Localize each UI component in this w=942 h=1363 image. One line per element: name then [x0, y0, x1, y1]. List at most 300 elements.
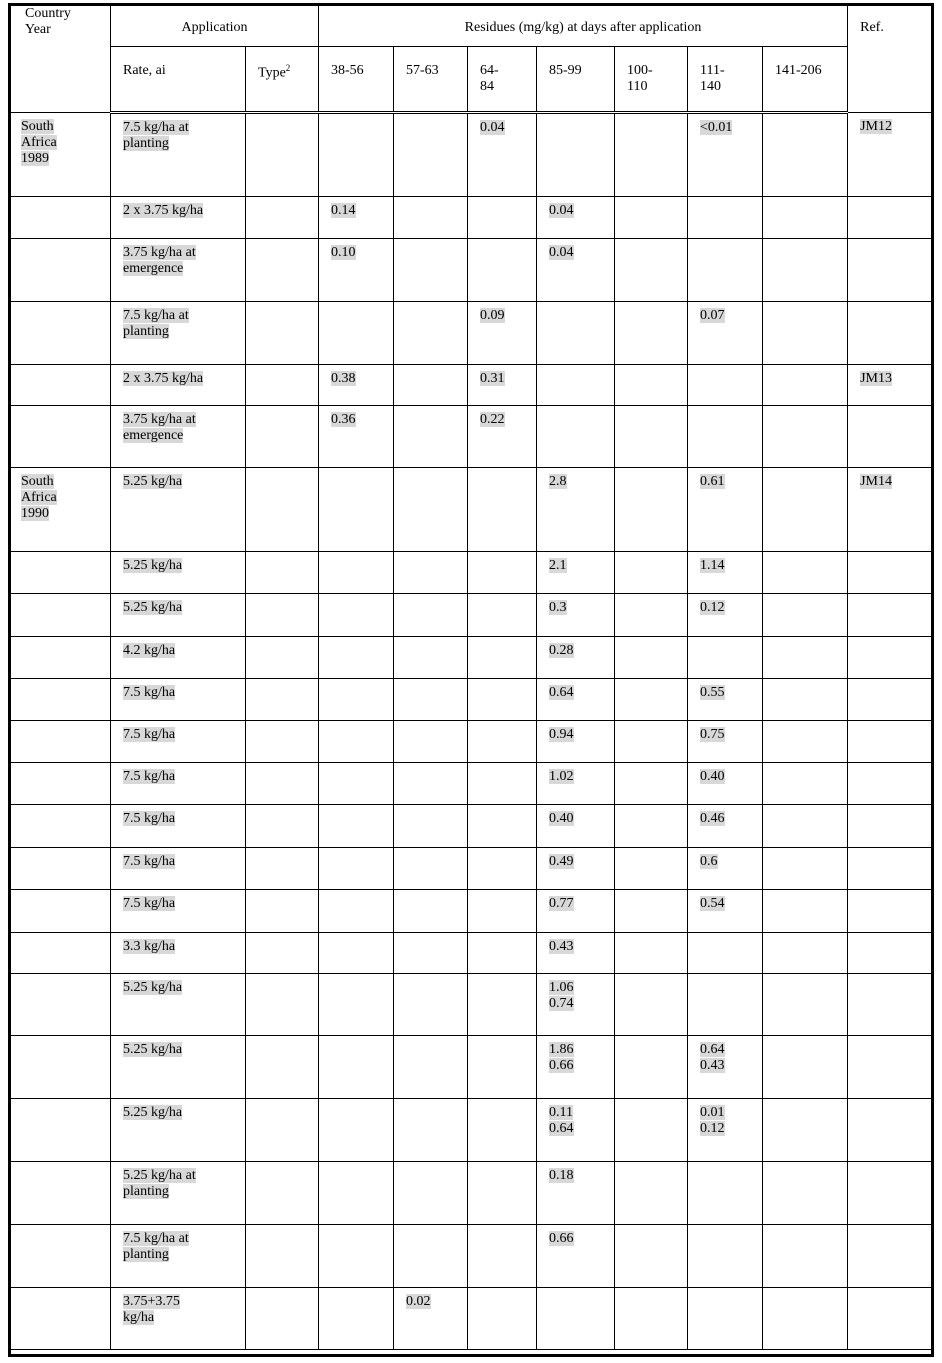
table-row: [9, 763, 934, 805]
table-row: [9, 468, 934, 552]
residue-38-56-cell: [319, 197, 394, 239]
table-row: [9, 805, 934, 848]
table-row: [9, 848, 934, 890]
cell-text: 7.5 kg/ha at: [123, 1231, 189, 1246]
residue-111-140-cell: [688, 679, 763, 721]
cell-text: kg/ha: [123, 1310, 155, 1326]
ref-cell: [848, 552, 934, 594]
residue-57-63-cell: [394, 197, 468, 239]
cell-text: Africa: [21, 490, 57, 506]
cell-text: 0.6: [700, 854, 718, 869]
cell-text: 0.49: [549, 854, 574, 869]
residue-100-110-cell: [615, 1288, 688, 1350]
residue-64-84-cell: [468, 974, 537, 1036]
cell-text: 7.5 kg/ha: [123, 854, 176, 869]
rate-cell: [111, 974, 246, 1036]
table-row: [9, 679, 934, 721]
rate-cell: [111, 197, 246, 239]
cell-text: 0.09: [480, 308, 505, 323]
residue-111-140-cell: [688, 721, 763, 763]
country-year-cell: [9, 1036, 111, 1099]
residue-100-110-cell: [615, 637, 688, 679]
cell-text: 1.06: [549, 980, 574, 995]
table-row: [9, 113, 934, 197]
residue-111-140-cell: [688, 1162, 763, 1225]
residue-38-56-cell: [319, 679, 394, 721]
country-year-cell: [9, 113, 111, 197]
residue-100-110-cell: [615, 848, 688, 890]
cell-text: 1.86: [549, 1042, 574, 1057]
country-year-cell: [9, 197, 111, 239]
country-year-cell: [9, 805, 111, 848]
residue-38-56-cell: [319, 1288, 394, 1350]
cell-text: 0.31: [480, 371, 505, 386]
residue-38-56-cell: [319, 1036, 394, 1099]
residue-57-63-cell: [394, 594, 468, 637]
rate-cell: [111, 637, 246, 679]
residue-141-206-cell: [763, 679, 848, 721]
table-row: [9, 1288, 934, 1350]
table-row: [9, 637, 934, 679]
interval-header: [319, 47, 394, 113]
interval-label: 38-56: [331, 63, 364, 78]
interval-label: 84: [480, 79, 495, 95]
type-cell: [246, 1162, 319, 1225]
country-year-header: [9, 4, 111, 113]
type-cell: [246, 1288, 319, 1350]
cell-text: 2.8: [549, 474, 567, 489]
type-cell: [246, 302, 319, 365]
cell-text: 1990: [21, 506, 49, 522]
residue-111-140-cell: [688, 763, 763, 805]
residue-85-99-cell: [537, 637, 615, 679]
residue-141-206-cell: [763, 365, 848, 406]
rate-cell: [111, 721, 246, 763]
residue-64-84-cell: [468, 805, 537, 848]
ref-cell: [848, 848, 934, 890]
type-cell: [246, 721, 319, 763]
residue-85-99-cell: [537, 302, 615, 365]
table-row: [9, 552, 934, 594]
residue-table: [8, 3, 934, 1350]
residue-141-206-cell: [763, 1036, 848, 1099]
cell-text: 0.64: [700, 1042, 725, 1057]
residue-64-84-cell: [468, 1099, 537, 1162]
rate-cell: [111, 406, 246, 468]
residue-100-110-cell: [615, 1225, 688, 1288]
cell-text: 0.3: [549, 600, 567, 615]
residue-64-84-cell: [468, 890, 537, 933]
residue-64-84-cell: [468, 1162, 537, 1225]
residue-64-84-cell: [468, 848, 537, 890]
residue-141-206-cell: [763, 406, 848, 468]
type-cell: [246, 468, 319, 552]
residue-85-99-cell: [537, 197, 615, 239]
type-cell: [246, 974, 319, 1036]
ref-cell: [848, 1225, 934, 1288]
residue-57-63-cell: [394, 974, 468, 1036]
interval-header: [615, 47, 688, 113]
rate-cell: [111, 302, 246, 365]
residue-57-63-cell: [394, 1036, 468, 1099]
table-row: [9, 302, 934, 365]
type-cell: [246, 890, 319, 933]
residue-38-56-cell: [319, 1099, 394, 1162]
ref-cell: [848, 637, 934, 679]
country-year-cell: [9, 1162, 111, 1225]
cell-text: JM14: [860, 474, 893, 489]
residue-141-206-cell: [763, 763, 848, 805]
application-header: Application: [111, 4, 319, 47]
country-year-cell: [9, 552, 111, 594]
residue-85-99-cell: [537, 406, 615, 468]
rate-cell: [111, 1225, 246, 1288]
residue-141-206-cell: [763, 239, 848, 302]
residue-57-63-cell: [394, 1162, 468, 1225]
cell-text: 0.07: [700, 308, 725, 323]
residue-141-206-cell: [763, 848, 848, 890]
residue-111-140-cell: [688, 302, 763, 365]
cell-text: 3.75 kg/ha at: [123, 245, 196, 260]
cell-text: planting: [123, 136, 169, 152]
rate-cell: [111, 679, 246, 721]
residue-38-56-cell: [319, 974, 394, 1036]
cell-text: 0.75: [700, 727, 725, 742]
type-cell: [246, 637, 319, 679]
residue-57-63-cell: [394, 365, 468, 406]
cell-text: 0.74: [549, 996, 574, 1012]
country-year-cell: [9, 974, 111, 1036]
residue-85-99-cell: [537, 1225, 615, 1288]
residue-111-140-cell: [688, 848, 763, 890]
residue-57-63-cell: [394, 1288, 468, 1350]
residue-64-84-cell: [468, 721, 537, 763]
cell-text: 0.11: [549, 1105, 573, 1120]
rate-header: Rate, ai: [111, 47, 246, 113]
country-year-cell: [9, 594, 111, 637]
residue-100-110-cell: [615, 763, 688, 805]
residue-64-84-cell: [468, 302, 537, 365]
residue-100-110-cell: [615, 239, 688, 302]
interval-header: [468, 47, 537, 113]
residue-85-99-cell: [537, 974, 615, 1036]
country-label: Country: [25, 6, 71, 21]
cell-text: 0.10: [331, 245, 356, 260]
residue-64-84-cell: [468, 406, 537, 468]
residue-141-206-cell: [763, 197, 848, 239]
cell-text: 0.55: [700, 685, 725, 700]
residue-100-110-cell: [615, 974, 688, 1036]
ref-cell: [848, 406, 934, 468]
residue-100-110-cell: [615, 594, 688, 637]
cell-text: 0.40: [549, 811, 574, 826]
residue-38-56-cell: [319, 406, 394, 468]
ref-cell: [848, 974, 934, 1036]
cell-text: 5.25 kg/ha: [123, 474, 183, 489]
interval-label: 111-: [700, 63, 725, 78]
residue-64-84-cell: [468, 594, 537, 637]
residue-141-206-cell: [763, 468, 848, 552]
cell-text: 0.02: [406, 1294, 431, 1309]
residue-57-63-cell: [394, 721, 468, 763]
cell-text: 3.75+3.75: [123, 1294, 180, 1309]
type-cell: [246, 679, 319, 721]
table-row: [9, 197, 934, 239]
residue-111-140-cell: [688, 1225, 763, 1288]
ref-cell: [848, 468, 934, 552]
residue-100-110-cell: [615, 302, 688, 365]
table-row: [9, 365, 934, 406]
country-year-cell: [9, 1225, 111, 1288]
residue-38-56-cell: [319, 302, 394, 365]
residue-100-110-cell: [615, 197, 688, 239]
residue-100-110-cell: [615, 721, 688, 763]
residue-141-206-cell: [763, 637, 848, 679]
cell-text: 1.02: [549, 769, 574, 784]
cell-text: 0.64: [549, 1121, 574, 1137]
residue-85-99-cell: [537, 239, 615, 302]
residue-141-206-cell: [763, 805, 848, 848]
residue-38-56-cell: [319, 805, 394, 848]
cell-text: 0.77: [549, 896, 574, 911]
residue-141-206-cell: [763, 933, 848, 974]
residue-38-56-cell: [319, 1162, 394, 1225]
cell-text: 2 x 3.75 kg/ha: [123, 371, 204, 386]
residue-85-99-cell: [537, 933, 615, 974]
residue-64-84-cell: [468, 1288, 537, 1350]
residue-111-140-cell: [688, 1099, 763, 1162]
residue-38-56-cell: [319, 848, 394, 890]
residue-111-140-cell: [688, 239, 763, 302]
residue-111-140-cell: [688, 805, 763, 848]
residue-85-99-cell: [537, 113, 615, 197]
residue-57-63-cell: [394, 406, 468, 468]
interval-label: 57-63: [406, 63, 439, 78]
residue-64-84-cell: [468, 763, 537, 805]
residue-111-140-cell: [688, 552, 763, 594]
table-row: [9, 933, 934, 974]
residue-100-110-cell: [615, 933, 688, 974]
residue-64-84-cell: [468, 1036, 537, 1099]
cell-text: 7.5 kg/ha at: [123, 308, 189, 323]
residue-85-99-cell: [537, 721, 615, 763]
table-row: [9, 974, 934, 1036]
table-row: [9, 890, 934, 933]
country-year-cell: [9, 406, 111, 468]
residue-64-84-cell: [468, 679, 537, 721]
residue-141-206-cell: [763, 594, 848, 637]
rate-cell: [111, 848, 246, 890]
cell-text: South: [21, 474, 54, 489]
residue-100-110-cell: [615, 113, 688, 197]
rate-cell: [111, 763, 246, 805]
ref-cell: [848, 1036, 934, 1099]
cell-text: emergence: [123, 428, 184, 444]
residue-111-140-cell: [688, 933, 763, 974]
cell-text: planting: [123, 1247, 169, 1263]
residue-38-56-cell: [319, 552, 394, 594]
type-cell: [246, 763, 319, 805]
cell-text: 1989: [21, 151, 49, 167]
cell-text: 7.5 kg/ha: [123, 685, 176, 700]
residue-38-56-cell: [319, 933, 394, 974]
cell-text: 2 x 3.75 kg/ha: [123, 203, 204, 218]
residue-100-110-cell: [615, 1036, 688, 1099]
ref-cell: [848, 365, 934, 406]
cell-text: 5.25 kg/ha: [123, 1042, 183, 1057]
country-year-cell: [9, 1288, 111, 1350]
ref-cell: [848, 933, 934, 974]
residue-100-110-cell: [615, 1162, 688, 1225]
cell-text: JM12: [860, 119, 893, 134]
type-cell: [246, 594, 319, 637]
country-year-cell: [9, 365, 111, 406]
residue-85-99-cell: [537, 1036, 615, 1099]
residue-141-206-cell: [763, 974, 848, 1036]
cell-text: JM13: [860, 371, 893, 386]
residue-57-63-cell: [394, 468, 468, 552]
cell-text: Africa: [21, 135, 57, 151]
cell-text: 2.1: [549, 558, 567, 573]
residue-38-56-cell: [319, 763, 394, 805]
type-header: [246, 47, 319, 113]
cell-text: 0.66: [549, 1058, 574, 1074]
cell-text: 5.25 kg/ha: [123, 980, 183, 995]
residue-38-56-cell: [319, 113, 394, 197]
type-cell: [246, 113, 319, 197]
ref-cell: [848, 1099, 934, 1162]
country-year-cell: [9, 890, 111, 933]
table-body: [9, 113, 934, 1350]
ref-cell: [848, 197, 934, 239]
country-year-cell: [9, 848, 111, 890]
rate-cell: [111, 890, 246, 933]
cell-text: 3.75 kg/ha at: [123, 412, 196, 427]
type-label: Type: [258, 65, 286, 81]
residue-141-206-cell: [763, 552, 848, 594]
ref-cell: [848, 805, 934, 848]
residue-38-56-cell: [319, 637, 394, 679]
residue-38-56-cell: [319, 721, 394, 763]
residue-85-99-cell: [537, 365, 615, 406]
cell-text: 0.46: [700, 811, 725, 826]
residue-141-206-cell: [763, 721, 848, 763]
residue-57-63-cell: [394, 679, 468, 721]
cell-text: 0.38: [331, 371, 356, 386]
cell-text: 0.64: [549, 685, 574, 700]
type-cell: [246, 805, 319, 848]
cell-text: 5.25 kg/ha at: [123, 1168, 196, 1183]
residue-64-84-cell: [468, 365, 537, 406]
interval-label: 64-: [480, 63, 499, 78]
country-year-lines: [25, 6, 104, 38]
residue-64-84-cell: [468, 113, 537, 197]
residue-85-99-cell: [537, 594, 615, 637]
rate-cell: [111, 468, 246, 552]
type-cell: [246, 239, 319, 302]
cell-text: 0.61: [700, 474, 725, 489]
residue-100-110-cell: [615, 406, 688, 468]
residue-64-84-cell: [468, 933, 537, 974]
residue-100-110-cell: [615, 468, 688, 552]
cell-text: 5.25 kg/ha: [123, 600, 183, 615]
country-year-cell: [9, 637, 111, 679]
residue-57-63-cell: [394, 302, 468, 365]
table-row: [9, 1099, 934, 1162]
cell-text: 0.28: [549, 643, 574, 658]
residue-111-140-cell: [688, 594, 763, 637]
cell-text: 0.04: [549, 245, 574, 260]
cell-text: 4.2 kg/ha: [123, 643, 176, 658]
cell-text: 0.04: [549, 203, 574, 218]
residue-64-84-cell: [468, 637, 537, 679]
residue-111-140-cell: [688, 406, 763, 468]
country-year-cell: [9, 302, 111, 365]
residue-111-140-cell: [688, 890, 763, 933]
residue-57-63-cell: [394, 1225, 468, 1288]
cell-text: planting: [123, 1184, 169, 1200]
country-year-cell: [9, 763, 111, 805]
cell-text: 0.12: [700, 600, 725, 615]
country-year-cell: [9, 468, 111, 552]
cell-text: 0.01: [700, 1105, 725, 1120]
residue-57-63-cell: [394, 552, 468, 594]
cell-text: 0.12: [700, 1121, 725, 1137]
ref-cell: [848, 239, 934, 302]
cell-text: 1.14: [700, 558, 725, 573]
ref-cell: [848, 113, 934, 197]
residue-100-110-cell: [615, 1099, 688, 1162]
residue-85-99-cell: [537, 1162, 615, 1225]
cell-text: 0.94: [549, 727, 574, 742]
ref-cell: [848, 302, 934, 365]
type-cell: [246, 365, 319, 406]
residue-57-63-cell: [394, 848, 468, 890]
residue-111-140-cell: [688, 197, 763, 239]
ref-cell: [848, 679, 934, 721]
residue-85-99-cell: [537, 679, 615, 721]
residue-85-99-cell: [537, 1099, 615, 1162]
residue-111-140-cell: [688, 1036, 763, 1099]
residue-100-110-cell: [615, 679, 688, 721]
residue-85-99-cell: [537, 890, 615, 933]
cell-text: planting: [123, 324, 169, 340]
cell-text: 0.14: [331, 203, 356, 218]
residue-64-84-cell: [468, 197, 537, 239]
residue-38-56-cell: [319, 890, 394, 933]
cell-text: emergence: [123, 261, 184, 277]
residue-85-99-cell: [537, 1288, 615, 1350]
cell-text: 5.25 kg/ha: [123, 1105, 183, 1120]
rate-cell: [111, 805, 246, 848]
residue-57-63-cell: [394, 113, 468, 197]
cell-text: 0.54: [700, 896, 725, 911]
table-header: [9, 4, 934, 113]
residue-64-84-cell: [468, 468, 537, 552]
type-cell: [246, 552, 319, 594]
cell-text: 0.43: [700, 1058, 725, 1074]
residue-100-110-cell: [615, 890, 688, 933]
ref-cell: [848, 594, 934, 637]
country-year-cell: [9, 933, 111, 974]
ref-cell: [848, 1288, 934, 1350]
residue-38-56-cell: [319, 365, 394, 406]
ref-cell: [848, 890, 934, 933]
residue-141-206-cell: [763, 1162, 848, 1225]
cell-text: 5.25 kg/ha: [123, 558, 183, 573]
residue-111-140-cell: [688, 637, 763, 679]
residue-38-56-cell: [319, 239, 394, 302]
